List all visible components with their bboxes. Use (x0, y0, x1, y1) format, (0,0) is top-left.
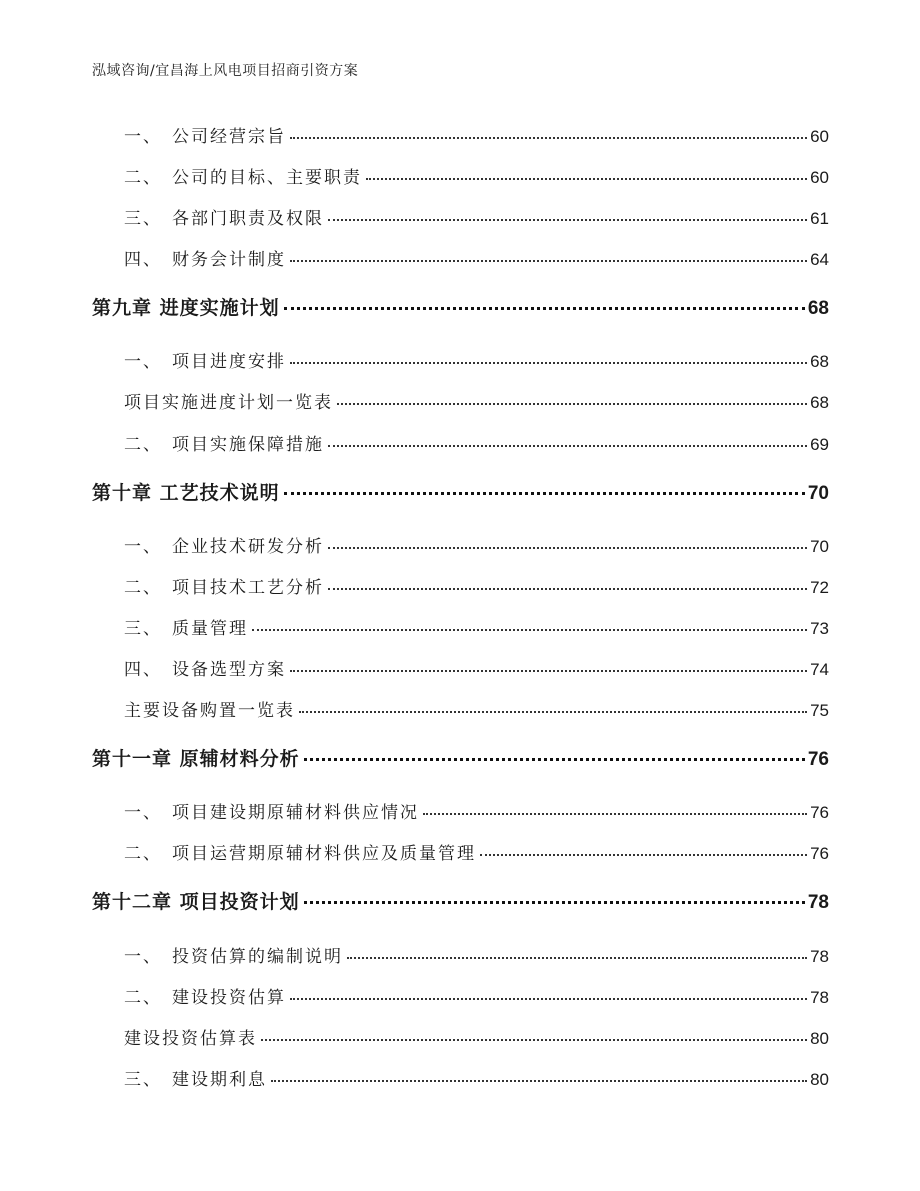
toc-entry-text: 项目技术工艺分析 (172, 578, 324, 598)
toc-chapter-entry[interactable] (92, 887, 829, 914)
toc-entry-text: 质量管理 (172, 619, 248, 639)
toc-entry-title (124, 1024, 257, 1049)
toc-entry-text: 企业技术研发分析 (172, 537, 324, 557)
toc-entry-number: 四、 (124, 250, 162, 270)
toc-dot-leader (271, 1068, 807, 1085)
toc-section-entry[interactable] (124, 388, 829, 413)
toc-page-number: 78 (810, 947, 829, 966)
toc-entry-text: 项目实施进度计划一览表 (124, 393, 333, 413)
toc-section-entry[interactable] (124, 532, 829, 557)
toc-entry-text: 公司经营宗旨 (172, 127, 286, 147)
toc-dot-leader (290, 125, 807, 142)
toc-dot-leader (304, 746, 805, 765)
toc-page-number: 69 (810, 435, 829, 454)
toc-page-number: 73 (810, 619, 829, 638)
toc-entry-title (124, 573, 324, 598)
toc-dot-leader (290, 350, 807, 367)
toc-dot-leader (328, 433, 807, 450)
toc-entry-title (92, 744, 300, 771)
toc-page-number: 64 (810, 250, 829, 269)
toc-entry-text: 财务会计制度 (172, 250, 286, 270)
toc-dot-leader (299, 699, 807, 716)
toc-entry-text: 项目运营期原辅材料供应及质量管理 (172, 844, 476, 864)
toc-entry-number: 一、 (124, 803, 162, 823)
toc-entry-title (124, 245, 286, 270)
toc-entry-text: 公司的目标、主要职责 (172, 168, 362, 188)
toc-entry-text: 项目建设期原辅材料供应情况 (172, 803, 419, 823)
toc-page-number: 76 (810, 844, 829, 863)
toc-page-number: 60 (810, 127, 829, 146)
toc-entry-number: 二、 (124, 168, 162, 188)
toc-entry-text: 第十二章 项目投资计划 (92, 891, 300, 913)
toc-dot-leader (261, 1027, 807, 1044)
toc-dot-leader (337, 391, 807, 408)
toc-entry-title (124, 983, 286, 1008)
toc-section-entry[interactable] (124, 983, 829, 1008)
toc-entry-title (124, 347, 286, 372)
toc-entry-text: 投资估算的编制说明 (172, 947, 343, 967)
toc-section-entry[interactable] (124, 122, 829, 147)
toc-section-entry[interactable] (124, 573, 829, 598)
toc-section-entry[interactable] (124, 942, 829, 967)
toc-entry-title (124, 696, 295, 721)
page-header: 泓域咨询/宜昌海上风电项目招商引资方案 (92, 63, 359, 79)
toc-entry-text: 第十一章 原辅材料分析 (92, 748, 300, 770)
toc-chapter-entry[interactable] (92, 478, 829, 505)
toc-entry-number: 二、 (124, 988, 162, 1008)
toc-entry-text: 项目进度安排 (172, 352, 286, 372)
toc-page-number: 75 (810, 701, 829, 720)
toc-dot-leader (284, 480, 805, 499)
toc-section-entry[interactable] (124, 163, 829, 188)
toc-entry-title (92, 478, 280, 505)
toc-page-number: 76 (810, 803, 829, 822)
toc-entry-title (92, 887, 300, 914)
toc-entry-title (124, 942, 343, 967)
toc-entry-text: 主要设备购置一览表 (124, 701, 295, 721)
toc-entry-text: 设备选型方案 (172, 660, 286, 680)
toc-entry-number: 一、 (124, 127, 162, 147)
toc-section-entry[interactable] (124, 655, 829, 680)
toc-entry-text: 第十章 工艺技术说明 (92, 482, 280, 504)
toc-section-entry[interactable] (124, 839, 829, 864)
toc-section-entry[interactable] (124, 245, 829, 270)
toc-dot-leader (290, 248, 807, 265)
toc-entry-number: 二、 (124, 435, 162, 455)
toc-entry-title (124, 388, 333, 413)
toc-entry-title (124, 798, 419, 823)
toc-entry-title (124, 532, 324, 557)
toc-dot-leader (284, 295, 805, 314)
toc-dot-leader (328, 535, 807, 552)
toc-dot-leader (480, 842, 807, 859)
toc-section-entry[interactable] (124, 430, 829, 455)
toc-page-number: 68 (810, 393, 829, 412)
toc-entry-number: 一、 (124, 352, 162, 372)
toc-dot-leader (423, 801, 807, 818)
toc-dot-leader (347, 945, 807, 962)
toc-page-number: 78 (810, 988, 829, 1007)
toc-page-number: 70 (807, 483, 829, 504)
toc-entry-number: 二、 (124, 844, 162, 864)
toc-section-entry[interactable] (124, 614, 829, 639)
toc-dot-leader (304, 889, 805, 908)
toc-entry-title (124, 655, 286, 680)
toc-page-number: 60 (810, 168, 829, 187)
toc-entry-title (92, 293, 280, 320)
toc-entry-title (124, 430, 324, 455)
toc-page-number: 68 (807, 298, 829, 319)
toc-entry-title (124, 163, 362, 188)
toc-page-number: 78 (807, 892, 829, 913)
toc-entry-number: 三、 (124, 209, 162, 229)
toc-section-entry[interactable] (124, 204, 829, 229)
toc-section-entry[interactable] (124, 1024, 829, 1049)
toc-entry-title (124, 122, 286, 147)
toc-entry-number: 三、 (124, 619, 162, 639)
toc-chapter-entry[interactable] (92, 293, 829, 320)
toc-chapter-entry[interactable] (92, 744, 829, 771)
toc-entry-title (124, 1065, 267, 1090)
toc-entry-text: 第九章 进度实施计划 (92, 297, 280, 319)
toc-section-entry[interactable] (124, 798, 829, 823)
toc-entry-number: 三、 (124, 1070, 162, 1090)
toc-section-entry[interactable] (124, 696, 829, 721)
toc-page-number: 80 (810, 1070, 829, 1089)
toc-dot-leader (290, 658, 807, 675)
toc-dot-leader (366, 166, 807, 183)
toc-entry-text: 项目实施保障措施 (172, 435, 324, 455)
toc-page-number: 61 (810, 209, 829, 228)
toc-page-number: 80 (810, 1029, 829, 1048)
toc-page-number: 68 (810, 352, 829, 371)
toc-entry-title (124, 614, 248, 639)
toc-entry-text: 各部门职责及权限 (172, 209, 324, 229)
toc-entry-text: 建设期利息 (172, 1070, 267, 1090)
toc-page-number: 76 (807, 749, 829, 770)
toc-page-number: 70 (810, 537, 829, 556)
toc-entry-number: 一、 (124, 537, 162, 557)
toc-entry-text: 建设投资估算 (172, 988, 286, 1008)
toc-entry-number: 二、 (124, 578, 162, 598)
toc-dot-leader (290, 986, 807, 1003)
toc-dot-leader (328, 207, 807, 224)
toc-section-entry[interactable] (124, 347, 829, 372)
toc-entry-text: 建设投资估算表 (124, 1029, 257, 1049)
toc-dot-leader (328, 576, 807, 593)
toc-page-number: 74 (810, 660, 829, 679)
toc-entry-title (124, 204, 324, 229)
toc-entry-title (124, 839, 476, 864)
toc-dot-leader (252, 617, 807, 634)
toc-section-entry[interactable] (124, 1065, 829, 1090)
toc-page-number: 72 (810, 578, 829, 597)
toc-entry-number: 四、 (124, 660, 162, 680)
toc-entry-number: 一、 (124, 947, 162, 967)
